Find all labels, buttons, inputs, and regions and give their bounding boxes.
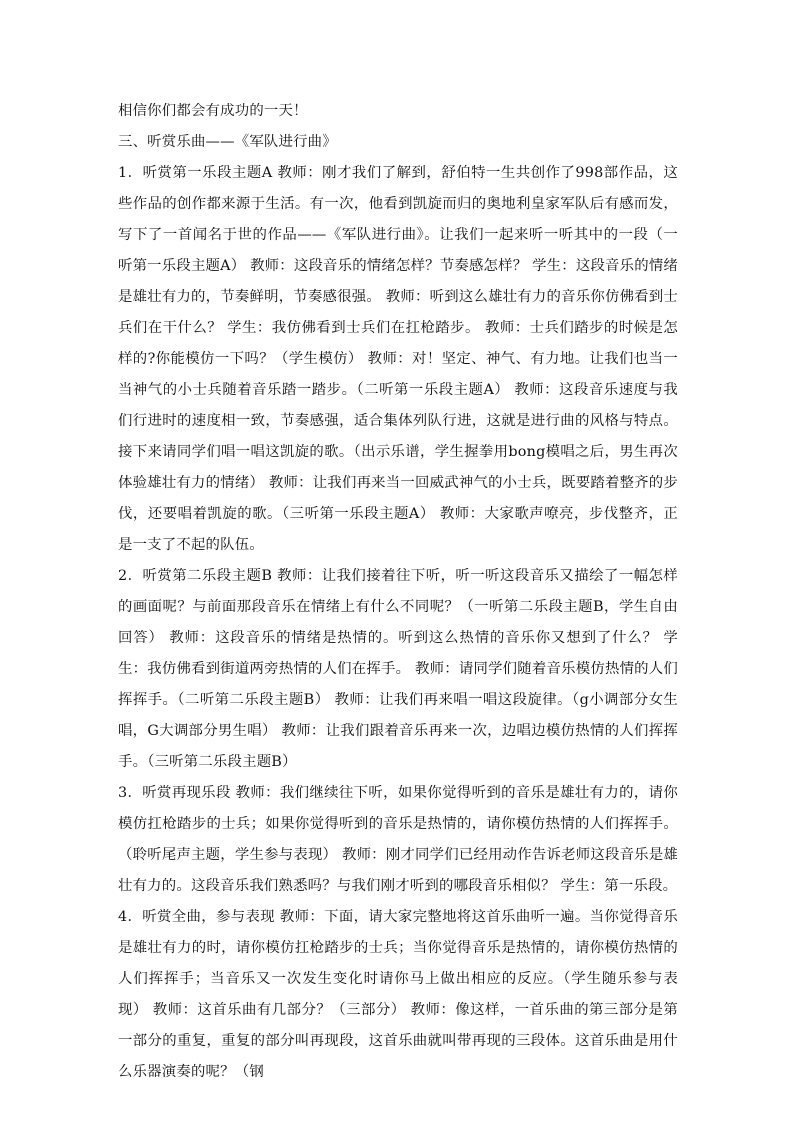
paragraph-theme-b: 2．听赏第二乐段主题B 教师：让我们接着往下听，听一听这段音乐又描绘了一幅怎样的画面呢？与前面那段音乐在情绪上有什么不同呢？（一听第二乐段主题B，学生自由回答） 教师：这段音乐的情绪是热情的。听到这么热情的音乐你又想到了什么？ 学生：我仿佛看到街道两旁热情的人们在挥手。 教师：请同学们随着音乐模仿热情的人们挥挥手。（二听第二乐段主题B） 教师：让我们再来唱一唱这段旋律。（g小调部分女生唱，G大调部分男生唱） 教师：让我们跟着音乐再来一次，边唱边模仿热情的人们挥挥手。（三听第二乐段主题B） <box>118 568 678 770</box>
paragraph-theme-a: 1．听赏第一乐段主题A 教师：刚才我们了解到，舒伯特一生共创作了998部作品，这些作品的创作都来源于生活。有一次，他看到凯旋而归的奥地利皇家军队后有感而发，写下了一首闻名于世的作品——《军队进行曲》。让我们一起来听一听其中的一段（一听第一乐段主题A） 教师：这段音乐的情绪怎样？节奏感怎样？ 学生：这段音乐的情绪是雄壮有力的，节奏鲜明，节奏感很强。 教师：听到这么雄壮有力的音乐你仿佛看到士兵们在干什么？ 学生：我仿佛看到士兵们在扛枪踏步。 教师：士兵们踏步的时候是怎样的?你能模仿一下吗？（学生模仿） 教师：对！坚定、神气、有力地。让我们也当一当神气的小士兵随着音乐踏一踏步。（二听第一乐段主题A） 教师：这段音乐速度与我们行进时的速度相一致，节奏感强，适合集体列队行进，这就是进行曲的风格与特点。接下来请同学们唱一唱这凯旋的歌。（出示乐谱，学生握拳用bong模唱之后，男生再次体验雄壮有力的情绪） 教师：让我们再来当一回威武神气的小士兵，既要踏着整齐的步伐，还要唱着凯旋的歌。（三听第一乐段主题A） 教师：大家歌声嘹亮，步伐整齐，正是一支了不起的队伍。 <box>118 165 678 553</box>
paragraph-full-piece: 4．听赏全曲，参与表现 教师：下面，请大家完整地将这首乐曲听一遍。当你觉得音乐是雄壮有力的时，请你模仿扛枪踏步的士兵；当你觉得音乐是热情的，请你模仿热情的人们挥挥手；当音乐又一次发生变化时请你马上做出相应的反应。（学生随乐参与表现） 教师：这首乐曲有几部分？（三部分） 教师：像这样，一首乐曲的第三部分是第一部分的重复，重复的部分叫再现段，这首乐曲就叫带再现的三段体。这首乐曲是用什么乐器演奏的呢？（钢 <box>118 909 678 1080</box>
section-heading: 三、听赏乐曲——《军队进行曲》 <box>118 134 337 150</box>
closing-line: 相信你们都会有成功的一天！ <box>118 103 308 119</box>
document-page <box>118 96 678 1088</box>
paragraph-reprise: 3．听赏再现乐段 教师：我们继续往下听，如果你觉得听到的音乐是雄壮有力的，请你模仿扛枪踏步的士兵；如果你觉得听到的音乐是热情的，请你模仿热情的人们挥挥手。（聆听尾声主题，学生参与表现） 教师：刚才同学们已经用动作告诉老师这段音乐是雄壮有力的。这段音乐我们熟悉吗？与我们刚才听到的哪段音乐相似？ 学生：第一乐段。 <box>118 785 678 894</box>
